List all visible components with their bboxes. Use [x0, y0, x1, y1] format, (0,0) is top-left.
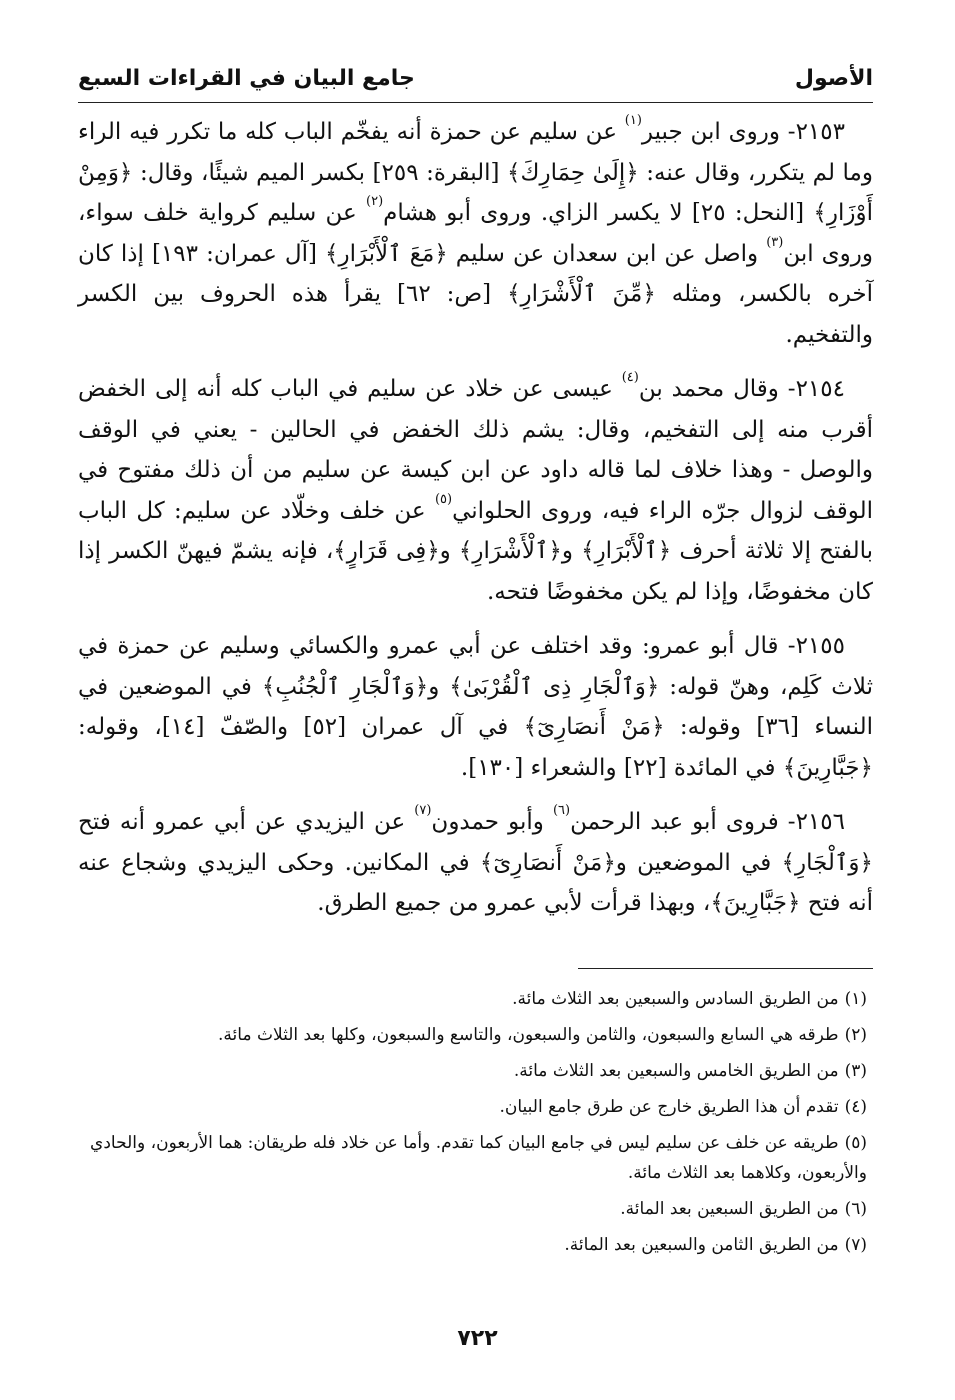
paragraph-text: عن سليم كرواية خلف سواء، وروى ابن	[78, 200, 874, 267]
footnote-ref: (١)	[624, 113, 642, 128]
footnote-ref: (٦)	[552, 803, 571, 818]
paragraph-number: ٢١٥٦-	[787, 809, 845, 835]
paragraph-2156	[78, 802, 873, 924]
paragraph-text: عن خلف وخلّاد عن سليم: كل الباب بالفتح إلا ثلاثة أحرف ﴿ٱلْأَبْرَارِ﴾ و﴿ٱلْأَشْرَارِ﴾ و﴿فِى قَرَارٍ﴾، فإنه يشمّ فيهنّ الكسر إذا كان مخفوضًا، وإذا لم يكن مخفوضًا فتحه.	[78, 497, 873, 605]
paragraph-number: ٢١٥٥-	[787, 633, 845, 659]
footnote-divider	[578, 968, 873, 969]
footnotes	[78, 984, 867, 1266]
footnote-text: طرقه هي السابع والسبعون، والثامن والسبعون، والتاسع والسبعون، وكلها بعد الثلاث مائة.	[218, 1025, 839, 1045]
footnote-7	[78, 1230, 867, 1260]
paragraph-text: وقال محمد بن	[638, 376, 788, 402]
paragraph-text: فروى أبو عبد الرحمن	[570, 809, 788, 835]
chapter-title: الأصول	[794, 65, 873, 91]
footnote-1	[78, 984, 867, 1014]
header-divider	[78, 102, 873, 103]
paragraph-text: وأبو حمدون	[431, 809, 553, 835]
paragraph-2155	[78, 626, 873, 788]
footnote-number: (٣)	[844, 1061, 867, 1081]
running-header	[78, 58, 873, 98]
paragraph-number: ٢١٥٣-	[787, 119, 845, 145]
paragraph-text: عن اليزيدي عن أبي عمرو أنه فتح ﴿وَٱلْجَارِ﴾ في الموضعين و﴿مَنْ أَنصَارِىٓ﴾ في المكانين. وحكى اليزيدي وشجاع عنه أنه فتح ﴿جَبَّارِينَ﴾، وبهذا قرأت لأبي عمرو من جميع الطرق.	[78, 809, 873, 916]
footnote-text: من الطريق السادس والسبعين بعد الثلاث مائة.	[512, 989, 839, 1009]
paragraph-text: وروى ابن جبير	[641, 119, 788, 145]
footnote-2	[78, 1020, 867, 1050]
footnote-6	[78, 1194, 867, 1224]
paragraph-2154	[78, 369, 873, 612]
footnote-text: طريقه عن خلف عن سليم ليس في جامع البيان كما تقدم. وأما عن خلاد فله طريقان: هما الأربعون، والحادي والأربعون، وكلاهما بعد الثلاث مائة.	[90, 1133, 867, 1183]
footnote-ref: (٥)	[434, 491, 453, 507]
paragraph-text: واصل عن ابن سعدان عن سليم ﴿مَعَ ٱلْأَبْرَارِ﴾ [آل عمران: ١٩٣] إذا كان آخره بالكسر، ومثله ﴿مِّنَ ٱلْأَشْرَارِ﴾ [ص: ٦٢] يقرأ هذه الحروف بين الكسر والتفخيم.	[78, 240, 873, 348]
paragraph-number: ٢١٥٤-	[787, 376, 845, 402]
footnote-ref: (٧)	[414, 803, 432, 818]
page-number: ٧٢٢	[457, 1326, 498, 1351]
footnote-number: (٧)	[844, 1235, 867, 1255]
footnote-text: من الطريق الخامس والسبعين بعد الثلاث مائة.	[513, 1061, 839, 1081]
footnote-ref: (٣)	[766, 234, 784, 250]
footnote-3	[78, 1056, 867, 1086]
main-text	[78, 112, 873, 938]
footnote-number: (٢)	[844, 1025, 867, 1045]
footnote-number: (٤)	[844, 1097, 867, 1117]
footnote-text: من الطريق السبعين بعد المائة.	[620, 1199, 839, 1219]
paragraph-2153	[78, 112, 873, 355]
paragraph-text: قال أبو عمرو: وقد اختلف عن أبي عمرو والكسائي وسليم عن حمزة في ثلاث كَلِم، وهنّ قوله: ﴿وَٱلْجَارِ ذِى ٱلْقُرْبَىٰ﴾ و﴿وَٱلْجَارِ ٱلْجُنُبِ﴾ في الموضعين في النساء [٣٦] وقوله: ﴿مَنْ أَنصَارِىٓ﴾ في آل عمران [٥٢] والصّفّ [١٤]، وقوله: ﴿جَبَّارِينَ﴾ في المائدة [٢٢] والشعراء [١٣٠].	[78, 633, 873, 781]
footnote-ref: (٢)	[366, 194, 384, 209]
footnote-number: (١)	[844, 989, 867, 1009]
footnote-number: (٥)	[844, 1133, 867, 1153]
footnote-number: (٦)	[844, 1199, 867, 1219]
footnote-ref: (٤)	[621, 370, 639, 385]
paragraph-text: عن سليم عن حمزة أنه يفخّم الباب كله ما تكرر فيه الراء وما لم يتكرر، وقال عنه: ﴿إِلَىٰ حِمَارِكَ﴾ [البقرة: ٢٥٩] بكسر الميم شيئًا، وقال: ﴿وَمِنْ أَوْزَارِ﴾ [النحل: ٢٥] لا يكسر الزاي. وروى أبو هشام	[78, 119, 874, 226]
paragraph-text: عيسى عن خلاد عن سليم في الباب كله أنه إلى الخفض أقرب منه إلى التفخيم، وقال: يشم ذلك الخفض في الحالين - يعني في الوقف والوصل - وهذا خلاف لما قاله داود عن ابن كيسة عن سليم من أن ذلك مفتوح في الوقف لزوال جرّه الراء فيه، وروى الحلواني	[78, 376, 873, 524]
book-title: جامع البيان في القراءات السبع	[78, 65, 415, 91]
footnote-text: من الطريق الثامن والسبعين بعد المائة.	[564, 1235, 839, 1255]
footnote-4	[78, 1092, 867, 1122]
footnote-text: تقدم أن هذا الطريق خارج عن طرق جامع البيان.	[499, 1097, 839, 1117]
footnote-5	[78, 1128, 867, 1188]
